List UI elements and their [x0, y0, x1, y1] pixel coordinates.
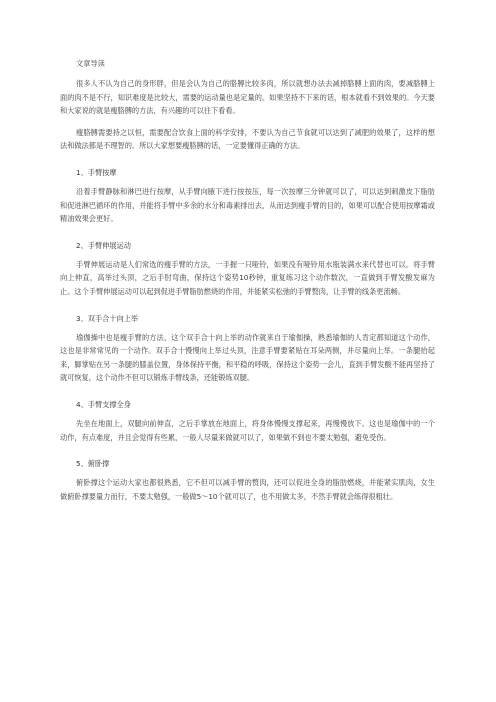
section-title: 1、手臂按摩 [76, 167, 117, 177]
section-body: 手臂伸展运动是人们常选的瘦手臂的方法，一手握一只哑铃，如果没有哑铃用水瓶装满水来代替也可以。将手臂向上伸直，高举过头顶，之后手肘弯曲，保持这个姿势10秒钟，重复练习这个动作数次，一直做到手臂发酸发麻为止。这个手臂伸展运动可以起到促进手臂脂肪燃烧的作用，并能紧实松弛的手臂赘肉，让手臂的线条更流畅。 [60, 259, 435, 296]
section-1 [60, 167, 435, 226]
intro-paragraph-2: 瘦胳膊需要持之以恒，需要配合饮食上面的科学安排，不要认为自己节食就可以达到了减肥的效果了，这样的想法和做法都是不理智的。所以大家想要瘦胳膊的话，一定要懂得正确的方法。 [60, 127, 435, 151]
section-title: 2、手臂伸展运动 [76, 240, 131, 250]
intro-paragraph-1: 很多人不认为自己的身形胖，但是会认为自己的胳膊比较多肉，所以就想办法去减掉胳膊上面的肉，要减胳膊上面的肉不是不行，知识难度是比较大，需要的运动量也是定量的。如果坚持不下来的话，根本就看不到效果的。今天要和大家说的就是瘦胳膊的方法，有兴趣的可以往下看看。 [60, 79, 435, 116]
section-5 [60, 458, 435, 503]
section-body: 先坐在地面上，双腿向前伸直，之后手掌放在地面上，将身体慢慢支撑起来，再慢慢放下。这也是瑜伽中的一个动作，有点难度，并且会觉得有些累，一般人尽量来做就可以了，如果做不到也不要太勉强，避免受伤。 [60, 418, 435, 442]
section-3 [60, 313, 435, 385]
section-body: 俯卧撑这个运动大家也都很熟悉，它不但可以减手臂的赘肉，还可以促进全身的脂肪燃烧，并能紧实肌肉，女生做俯卧撑要量力而行，不要太勉强，一般做5～10个就可以了，也不用做太多，不然手臂就会练得很粗壮。 [60, 478, 435, 501]
section-body: 瑜伽操中也是瘦手臂的方法，这个双手合十向上举的动作就来自于瑜伽操，熟悉瑜伽的人肯定都知道这个动作，这也是非常常见的一个动作。双手合十慢慢向上举过头顶，注意手臂要紧贴在耳朵两侧，并尽量向上举。一条腿抬起来，脚掌贴在另一条腿的膝盖位置，身体保持平衡，和平稳的呼吸，保持这个姿势一会儿，直到手臂发酸不能再坚持了就可恢复，这个动作不但可以锻炼手臂线条，还能锻炼双腿。 [60, 332, 435, 383]
section-2 [60, 240, 435, 299]
document-page [60, 58, 435, 511]
section-4 [60, 399, 435, 444]
document-header: 文章导读 [76, 59, 105, 68]
section-title: 3、双手合十向上举 [76, 313, 139, 323]
section-title: 5、俯卧撑 [76, 459, 110, 469]
section-title: 4、手臂支撑全身 [76, 399, 131, 409]
section-body: 沿着手臂静脉和淋巴进行按摩，从手臂向腋下进行按按压，每一次按摩三分钟就可以了，可以达到刺激皮下脂肪和促进淋巴循环的作用，并能将手臂中多余的水分和毒素排出去，从而达到瘦手臂的目的，如果可以配合使用按摩霜或精油效果会更好。 [60, 186, 435, 224]
